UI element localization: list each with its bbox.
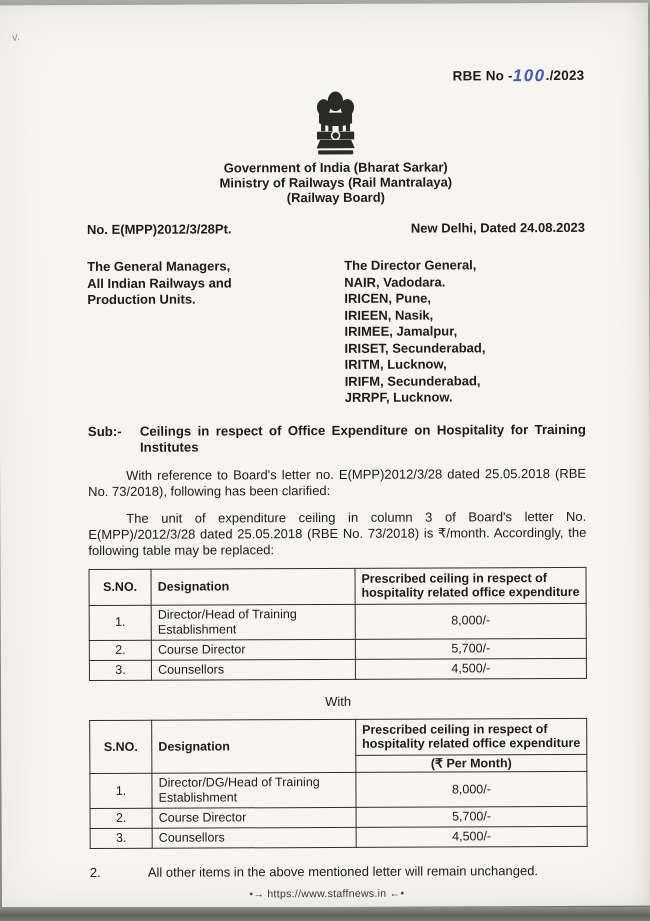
table-cell-sno: 2. — [90, 808, 152, 828]
table-cell-ceiling: 5,700/- — [355, 638, 586, 659]
table-cell-ceiling: 4,500/- — [355, 658, 586, 679]
paragraph-2: The unit of expenditure ceiling in column 3 of Board's letter No. E(MPP)/2012/3/28 dated 25.05.2018 (RBE No. 73/2018) is ₹/month. Accordingly, the following table may be replaced: — [88, 508, 587, 558]
col-header-sno: S.NO. — [89, 569, 151, 605]
rbe-prefix: RBE No - — [452, 68, 513, 84]
col-header-ceiling: Prescribed ceiling in respect of hospitality related office expenditure — [355, 567, 586, 604]
table-cell-designation: Course Director — [152, 807, 356, 828]
col-header-sno: S.NO. — [90, 720, 152, 774]
col-header-designation: Designation — [152, 719, 356, 773]
table-cell-designation: Director/Head of Training Establishment — [151, 604, 355, 640]
addressee-section — [87, 257, 586, 408]
footer-link[interactable]: https://www.staffnews.in — [267, 887, 387, 901]
addressee-line: The Director General, — [344, 257, 477, 273]
table-header-row — [90, 718, 587, 756]
rbe-suffix: ./2023 — [545, 67, 585, 84]
addressee-line: IRITM, Lucknow, — [344, 356, 447, 372]
col-header-ceiling: Prescribed ceiling in respect of hospitality related office expenditure — [356, 718, 587, 755]
document-page — [0, 3, 650, 909]
scan-bottom-edge — [0, 907, 650, 921]
table-row — [89, 603, 586, 640]
table-row — [89, 658, 586, 680]
table-row — [90, 771, 587, 808]
table-row — [90, 826, 587, 848]
org-line-3: (Railway Board) — [286, 189, 386, 206]
subject-text: Ceilings in respect of Office Expenditure on Hospitality for Training Institutes — [139, 421, 586, 455]
table-header-row — [89, 567, 586, 605]
table-row — [89, 638, 586, 660]
table-cell-ceiling: 4,500/- — [356, 826, 587, 847]
subject-line — [88, 421, 586, 456]
emblem-of-india-icon — [86, 90, 584, 158]
addressee-line: NAIR, Vadodara. — [344, 273, 446, 290]
addressee-line: IRICEN, Pune, — [344, 290, 432, 306]
addressee-line: The General Managers, — [87, 258, 231, 275]
table-row — [90, 806, 587, 828]
table-cell-sno: 1. — [89, 605, 151, 640]
table-cell-sno: 3. — [90, 828, 152, 848]
rbe-handwritten-number: 100 — [512, 66, 546, 86]
addressee-line: All Indian Railways and — [87, 274, 232, 291]
table-cell-ceiling: 5,700/- — [356, 806, 587, 827]
addressee-left-block — [87, 258, 345, 408]
addressee-line: IRISET, Secunderabad, — [344, 339, 486, 356]
addressee-right-block — [344, 257, 586, 407]
point-2-number: 2. — [89, 864, 101, 881]
table-cell-designation: Counsellors — [152, 659, 356, 680]
table-cell-ceiling: 8,000/- — [355, 603, 586, 639]
ceiling-table-old — [88, 566, 586, 680]
letter-number: No. E(MPP)2012/3/28Pt. — [86, 221, 232, 238]
rbe-number-line — [86, 65, 584, 87]
letterhead — [87, 159, 585, 206]
point-2-text: All other items in the above mentioned letter will remain unchanged. — [147, 863, 539, 880]
footer-left-arrow-icon: •→ — [249, 888, 265, 901]
point-2 — [90, 863, 588, 881]
col-subheader-per-month: (₹ Per Month) — [356, 754, 587, 773]
table-cell-sno: 1. — [90, 773, 152, 808]
table-cell-designation: Counsellors — [152, 827, 356, 848]
addressee-line: Production Units. — [87, 291, 196, 308]
table-cell-sno: 3. — [89, 660, 151, 680]
reference-row — [87, 220, 585, 237]
table-cell-designation: Director/DG/Head of Training Establishment — [152, 772, 356, 808]
place-and-date: New Delhi, Dated 24.08.2023 — [410, 219, 586, 236]
org-line-2: Ministry of Railways (Rail Mantralaya) — [219, 174, 453, 191]
footer-right-arrow-icon: ←• — [389, 887, 405, 900]
addressee-line: IRIEEN, Nasik, — [344, 307, 434, 323]
addressee-line: JRRPF, Lucknow. — [344, 389, 453, 405]
corner-pen-mark: v. — [10, 30, 22, 45]
table-cell-ceiling: 8,000/- — [356, 771, 587, 807]
footer — [2, 887, 650, 902]
col-header-designation: Designation — [151, 568, 355, 605]
org-line-1: Government of India (Bharat Sarkar) — [223, 159, 448, 176]
table-cell-designation: Course Director — [151, 639, 355, 660]
with-label: With — [325, 693, 352, 709]
table-cell-sno: 2. — [89, 640, 151, 660]
subject-label: Sub:- — [87, 423, 122, 439]
paragraph-1: With reference to Board's letter no. E(MPP)2012/3/28 dated 25.05.2018 (RBE No. 73/2018), following has been clarified: — [88, 465, 587, 499]
ceiling-table-new — [89, 717, 588, 849]
addressee-line: IRIFM, Secunderabad, — [344, 372, 481, 389]
addressee-line: IRIMEE, Jamalpur, — [344, 323, 458, 339]
